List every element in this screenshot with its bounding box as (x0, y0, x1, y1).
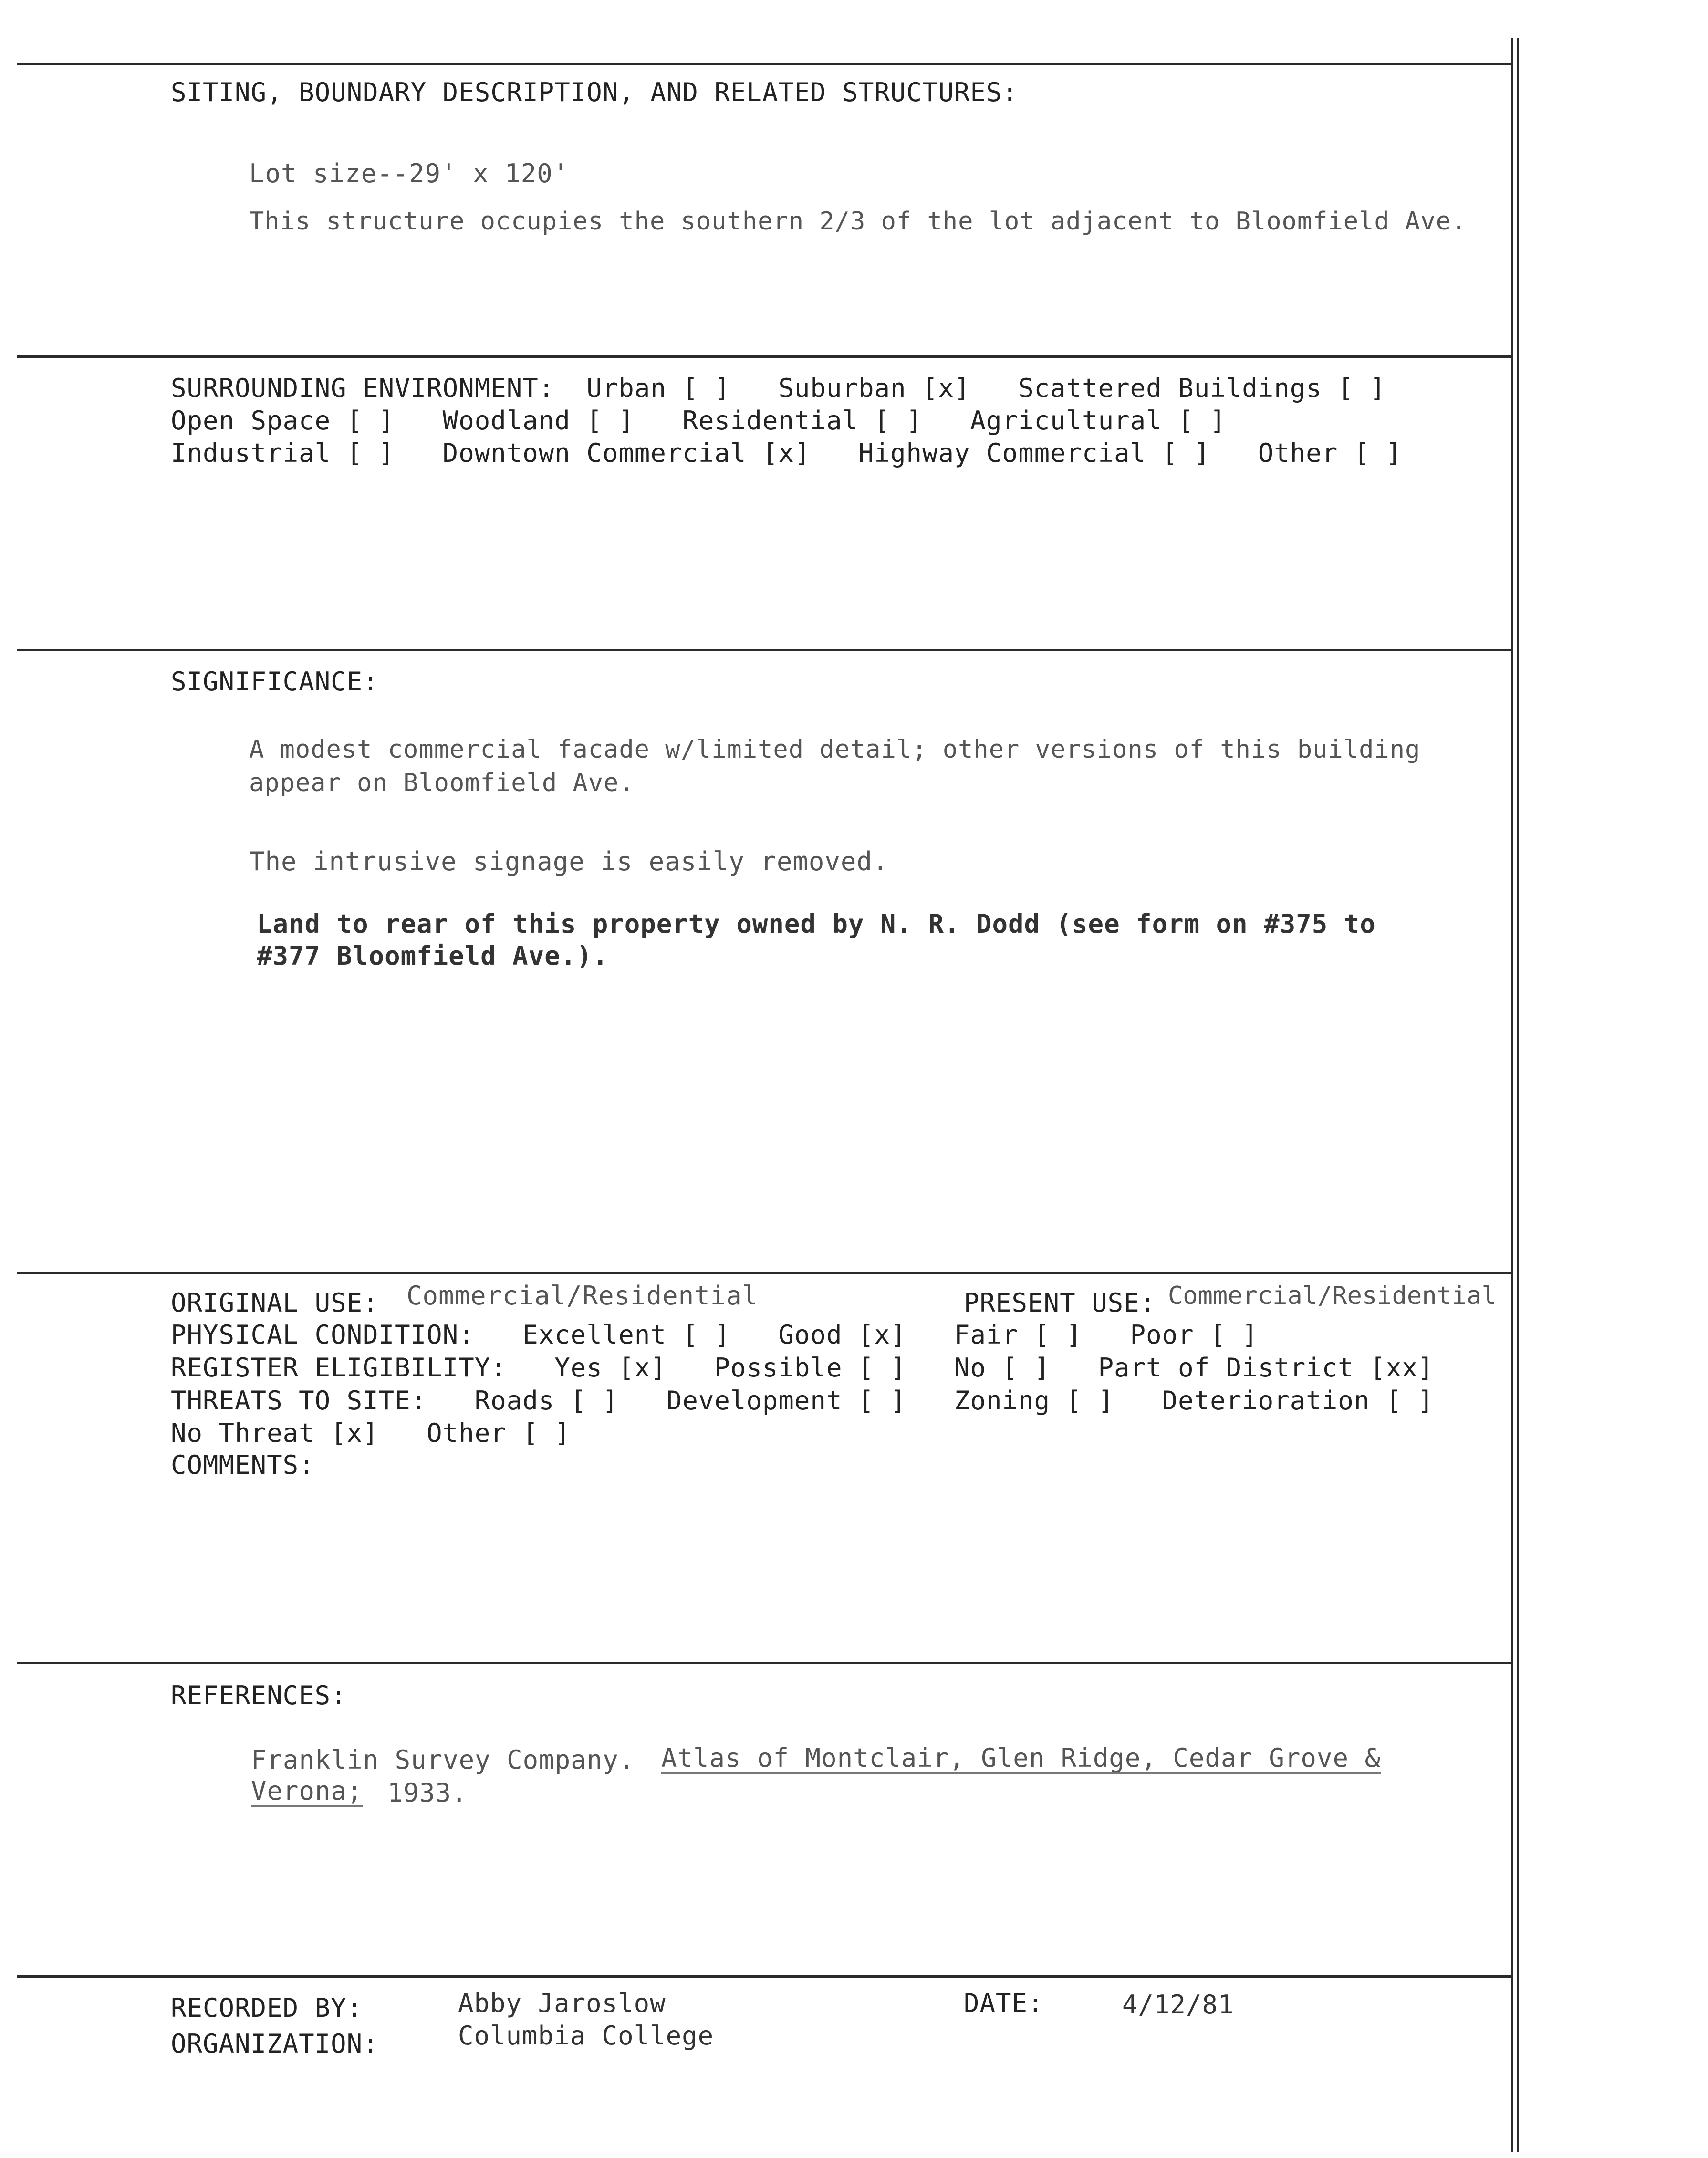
threats-line-2: No Threat [x] Other [ ] (171, 1418, 571, 1448)
right-border-line-outer (1517, 38, 1519, 2152)
siting-heading: SITING, BOUNDARY DESCRIPTION, AND RELATED STRUCTURES: (171, 77, 1019, 107)
comments-label: COMMENTS: (171, 1450, 315, 1480)
significance-paragraph-2: The intrusive signage is easily removed. (249, 846, 889, 876)
significance-paragraph-1b: appear on Bloomfield Ave. (249, 769, 635, 797)
reference-year: 1933. (387, 1778, 468, 1808)
present-use-value: Commercial/Residential (1168, 1282, 1497, 1310)
recorded-by-value: Abby Jaroslow (458, 1988, 666, 2018)
siting-description-text: This structure occupies the southern 2/3 of the lot adjacent to Bloomfield Ave. (249, 207, 1467, 236)
original-use-value: Commercial/Residential (406, 1281, 759, 1311)
environment-line-3: Industrial [ ] Downtown Commercial [x] Highway Commercial [ ] Other [ ] (171, 438, 1402, 468)
section-divider-significance (17, 649, 1513, 651)
register-eligibility-line: REGISTER ELIGIBILITY: Yes [x] Possible [ ] No [ ] Part of District [xx] (171, 1353, 1434, 1383)
section-divider-status (17, 1272, 1513, 1274)
section-divider-references (17, 1662, 1513, 1664)
right-border-line (1511, 38, 1513, 2152)
section-divider-recorder (17, 1975, 1513, 1978)
recorded-by-label: RECORDED BY: (171, 1993, 363, 2023)
physical-condition-line: PHYSICAL CONDITION: Excellent [ ] Good [x] Fair [ ] Poor [ ] (171, 1320, 1258, 1350)
present-use-label: PRESENT USE: (964, 1288, 1156, 1318)
date-label: DATE: (964, 1988, 1044, 2018)
reference-title-line-1: Atlas of Montclair, Glen Ridge, Cedar Grove & (661, 1743, 1381, 1773)
references-heading: REFERENCES: (171, 1680, 347, 1710)
lot-size-text: Lot size--29' x 120' (249, 158, 569, 188)
section-divider-top (17, 63, 1513, 65)
significance-heading: SIGNIFICANCE: (171, 667, 379, 697)
environment-line-1: SURROUNDING ENVIRONMENT: Urban [ ] Suburban [x] Scattered Buildings [ ] (171, 373, 1386, 403)
original-use-label: ORIGINAL USE: (171, 1288, 379, 1318)
significance-paragraph-3a: Land to rear of this property owned by N. R. Dodd (see form on #375 to (257, 909, 1376, 939)
significance-paragraph-3b: #377 Bloomfield Ave.). (257, 941, 609, 971)
reference-title-line-2: Verona; (251, 1776, 363, 1806)
threats-line-1: THREATS TO SITE: Roads [ ] Development [ ] Zoning [ ] Deterioration [ ] (171, 1386, 1434, 1416)
environment-line-2: Open Space [ ] Woodland [ ] Residential [ ] Agricultural [ ] (171, 406, 1226, 436)
date-value: 4/12/81 (1122, 1990, 1234, 2020)
organization-label: ORGANIZATION: (171, 2029, 379, 2059)
section-divider-environment (17, 355, 1513, 358)
organization-value: Columbia College (458, 2021, 714, 2051)
significance-paragraph-1a: A modest commercial facade w/limited detail; other versions of this building (249, 735, 1421, 764)
reference-author: Franklin Survey Company. (251, 1745, 635, 1775)
